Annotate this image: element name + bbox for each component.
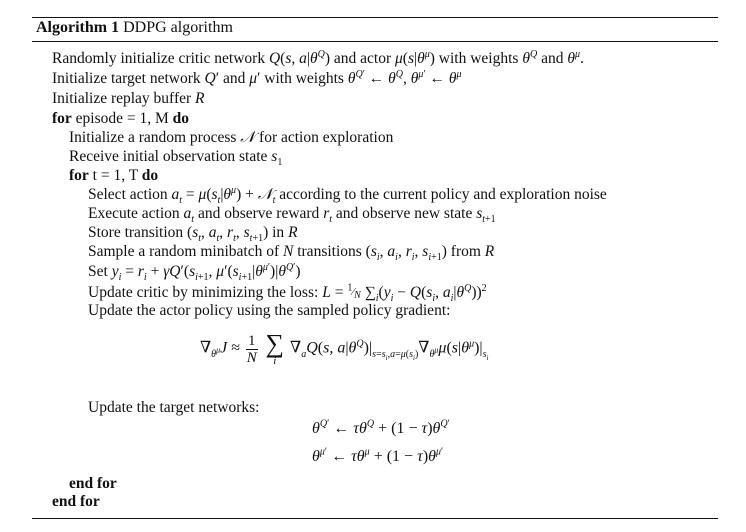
policy-gradient-equation: $\nabla_{\theta^\mu}J$ ≈ $\frac{1}{N}$ ∑ i $\nabla_aQ(s$, $a|\theta^Q)|_{s=s_i,a=\mu(s_i)}\nabla_{\theta^\mu}\mu(s|\theta^\mu)|_{s_i}$ bbox=[200, 329, 489, 367]
algorithm-bottom-rule bbox=[32, 518, 718, 519]
line-sample-minibatch: Sample a random minibatch of N transitions ($s_i$, $a_i$, $r_i$, $s_{i+1}$) from R bbox=[88, 243, 495, 264]
line-update-critic: Update critic by minimizing the loss: $L = ^1⁄_N$ $\sum_i(y_i - Q(s_i$, $a_i|\theta^Q))^2$ bbox=[88, 282, 487, 305]
algorithm-label: Algorithm 1 bbox=[36, 19, 120, 36]
line-store-transition: Store transition ($s_t$, $a_t$, $r_t$, $s_{t+1}$) in R bbox=[88, 224, 298, 245]
line-init-buffer: Initialize replay buffer R bbox=[52, 90, 205, 107]
line-set-target: Set $y_i = r_i + \gamma Q'(s_{i+1}$, $\mu'(s_{i+1}|\theta^{\mu'})|\theta^{Q'}$) bbox=[88, 261, 301, 284]
line-execute-action: Execute action $a_t$ and observe reward $r_t$ and observe new state $s_{t+1}$ bbox=[88, 205, 496, 226]
line-select-action: Select action $a_t = \mu(s_t|\theta^\mu)$ + 𝒩$_t$ according to the current policy and exploration noise bbox=[88, 184, 607, 207]
line-init-target: Initialize target network Q′ and μ′ with weights $\theta^{Q'}$ ← $\theta^Q$, $\theta^{\mu'}$ ← $\theta^\mu$ bbox=[52, 68, 462, 87]
line-init-critic: Randomly initialize critic network Q(s, $a|\theta^Q$) and actor $\mu(s|\theta^\mu)$ with weights $\theta^Q$ and $\theta^\mu$. bbox=[52, 48, 584, 67]
end-for-outer: end for bbox=[52, 493, 100, 510]
line-update-target: Update the target networks: bbox=[88, 399, 260, 416]
target-critic-update: $\theta^{Q'}$ ← $\tau\theta^Q + (1 - \tau)\theta^{Q'}$ bbox=[312, 418, 450, 437]
line-receive-state: Receive initial observation state $s_1$ bbox=[69, 148, 283, 169]
algorithm-caption bbox=[36, 19, 233, 37]
line-update-actor: Update the actor policy using the sampled policy gradient: bbox=[88, 302, 451, 319]
target-actor-update: $\theta^{\mu'}$ ← $\tau\theta^\mu + (1 - \tau)\theta^{\mu'}$ bbox=[312, 446, 444, 465]
line-for-t: for t = 1, T do bbox=[69, 167, 159, 184]
end-for-inner: end for bbox=[69, 475, 117, 492]
algorithm-top-rule bbox=[32, 17, 718, 18]
algorithm-caption-rule bbox=[32, 41, 718, 42]
line-init-process: Initialize a random process 𝒩 for action exploration bbox=[69, 129, 394, 146]
line-for-episode: for episode = 1, M do bbox=[52, 110, 190, 127]
algorithm-title: DDPG algorithm bbox=[123, 19, 233, 36]
